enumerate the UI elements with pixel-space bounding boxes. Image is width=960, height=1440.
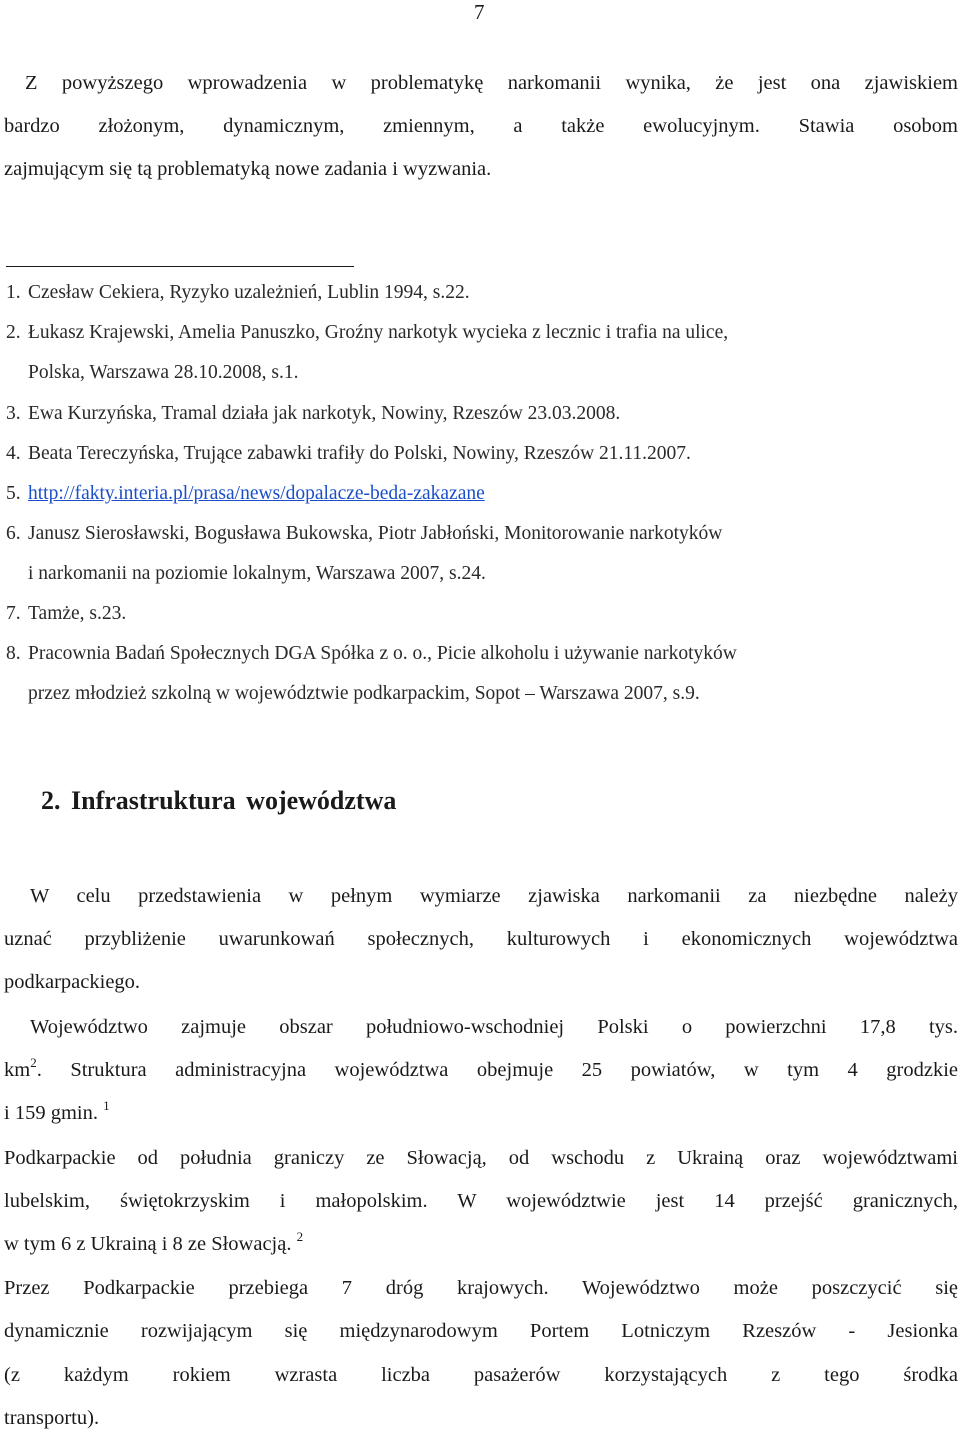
paragraph-line: Województwo zajmuje obszar południowo-wschodniej Polski o powierzchni 17,8 tys. (30, 1016, 958, 1038)
footnote-reference: 2 (296, 1229, 304, 1244)
paragraph-text: i 159 gmin. (4, 1102, 98, 1124)
paragraph-text: w tym 6 z Ukrainą i 8 ze Słowacją. (4, 1233, 292, 1255)
footnote-text: Łukasz Krajewski, Amelia Panuszko, Groźny narkotyk wycieka z lecznic i trafia na ulice, (28, 322, 729, 343)
footnote-number: 7. (6, 603, 21, 624)
footnote-separator (6, 266, 354, 267)
paragraph-line (4, 1092, 958, 1135)
paragraph-line: transportu). (4, 1407, 100, 1429)
paragraph-line: uznać przybliżenie uwarunkowań społecznych, kulturowych i ekonomicznych województwa (4, 928, 958, 950)
footnote-number: 2. (6, 322, 21, 343)
paragraph-line: Podkarpackie od południa graniczy ze Słowacją, od wschodu z Ukrainą oraz województwami (4, 1147, 958, 1169)
footnote-text: Janusz Sierosławski, Bogusława Bukowska, Piotr Jabłoński, Monitorowanie narkotyków (28, 523, 723, 544)
footnote-text: Czesław Cekiera, Ryzyko uzależnień, Lublin 1994, s.22. (28, 282, 470, 303)
footnote-number: 5. (6, 483, 21, 504)
intro-line-3: zajmującym się tą problematyką nowe zadania i wyzwania. (4, 158, 492, 180)
footnote-text-continued: przez młodzież szkolną w województwie podkarpackim, Sopot – Warszawa 2007, s.9. (28, 683, 700, 704)
paragraph-line (4, 1223, 958, 1266)
area-unit: km (4, 1059, 31, 1081)
paragraph-text: . Struktura administracyjna województwa obejmuje 25 powiatów, w tym 4 grodzkie (36, 1059, 958, 1081)
footnote-text: Beata Tereczyńska, Trujące zabawki trafiły do Polski, Nowiny, Rzeszów 21.11.2007. (28, 443, 691, 464)
footnote-item (6, 282, 956, 304)
paragraph-line: (z każdym rokiem wzrasta liczba pasażerów korzystających z tego środka (4, 1364, 958, 1386)
intro-line-1: Z powyższego wprowadzenia w problematykę narkomanii wynika, że jest ona zjawiskiem (25, 72, 958, 94)
paragraph-line: podkarpackiego. (4, 971, 141, 993)
footnote-number: 8. (6, 643, 21, 664)
paragraph-line: W celu przedstawienia w pełnym wymiarze zjawiska narkomanii za niezbędne należy (30, 885, 958, 907)
paragraph-line: dynamicznie rozwijającym się międzynarodowym Portem Lotniczym Rzeszów - Jesionka (4, 1320, 958, 1342)
paragraph-line (4, 1049, 958, 1092)
footnote-item (6, 403, 956, 425)
footnote-reference: 1 (103, 1098, 110, 1113)
section-heading: 2. Infrastruktura województwa (41, 786, 397, 815)
footnote-item (6, 603, 956, 625)
footnote-item (6, 322, 956, 383)
footnote-number: 4. (6, 443, 21, 464)
page-number: 7 (474, 0, 485, 24)
footnote-text-continued: Polska, Warszawa 28.10.2008, s.1. (28, 362, 299, 383)
footnote-number: 1. (6, 282, 21, 303)
footnote-text-continued: i narkomanii na poziomie lokalnym, Warszawa 2007, s.24. (28, 563, 486, 584)
footnote-link[interactable]: http://fakty.interia.pl/prasa/news/dopalacze-beda-zakazane (28, 483, 485, 504)
intro-line-2: bardzo złożonym, dynamicznym, zmiennym, a także ewolucyjnym. Stawia osobom (4, 115, 958, 137)
footnote-text: Tamże, s.23. (28, 603, 127, 624)
paragraph-line: Przez Podkarpackie przebiega 7 dróg krajowych. Województwo może poszczycić się (4, 1277, 958, 1299)
footnote-text: Ewa Kurzyńska, Tramal działa jak narkotyk, Nowiny, Rzeszów 23.03.2008. (28, 403, 621, 424)
footnote-text: Pracownia Badań Społecznych DGA Spółka z o. o., Picie alkoholu i używanie narkotyków (28, 643, 737, 664)
footnote-number: 6. (6, 523, 21, 544)
footnote-item (6, 483, 956, 505)
superscript: 2 (30, 1055, 37, 1070)
footnote-item (6, 443, 956, 465)
paragraph-line: lubelskim, świętokrzyskim i małopolskim. W województwie jest 14 przejść granicznych, (4, 1190, 958, 1212)
footnote-item (6, 523, 956, 584)
footnote-item (6, 643, 956, 704)
footnote-number: 3. (6, 403, 21, 424)
